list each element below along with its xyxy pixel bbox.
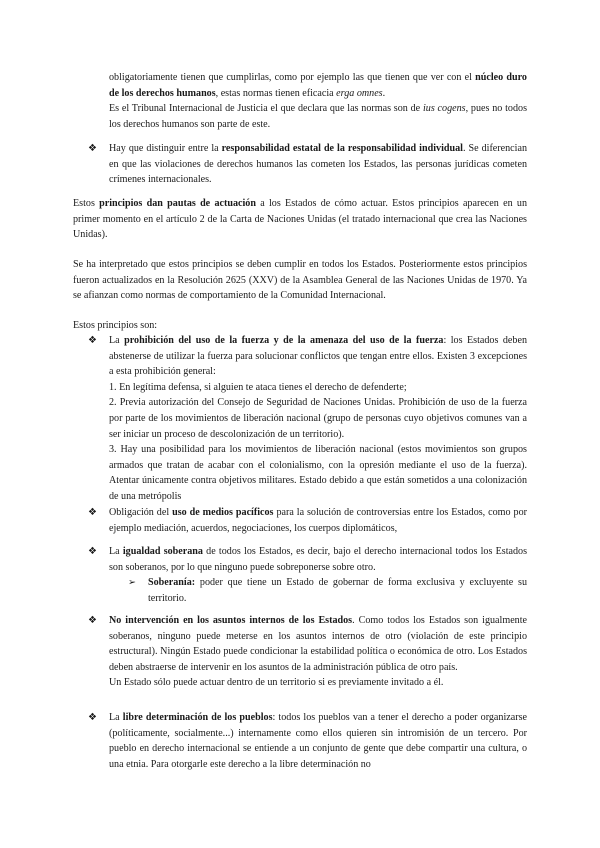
paragraph: Hay que distinguir entre la responsabilidad estatal de la responsabilidad individual. Se diferencian en que las violaciones de derechos humanos las cometen los Estados, las personas jurídicas cometen crímenes internacionales. bbox=[109, 143, 527, 186]
paragraph: Estos principios son: bbox=[73, 320, 158, 331]
paragraph: 1. En legítima defensa, si alguien te ataca tienes el derecho de defenderte; bbox=[109, 381, 407, 393]
diamond-bullet-icon: ❖ bbox=[88, 712, 97, 723]
bullet-responsabilidad bbox=[88, 141, 527, 188]
paragraph: La prohibición del uso de la fuerza y de la amenaza del uso de la fuerza: los Estados deben abstenerse de utilizar la fuerza para solucionar conflictos que tengan entre ellos. Existen 3 excepciones a esta prohibición general: bbox=[109, 335, 527, 378]
paragraph: 2. Previa autorización del Consejo de Seguridad de Naciones Unidas. Prohibición de uso de la fuerza por parte de los movimientos de liberación nacional (grupo de personas cuyo objetivos comunes van a ser iniciar un proceso de descolonización de un territorio). bbox=[109, 397, 527, 440]
list-intro bbox=[73, 318, 527, 334]
paragraph: La igualdad soberana de todos los Estados, es decir, bajo el derecho internacional todos los Estados son soberanos, por lo que ninguno puede sobreponerse sobre otro. bbox=[109, 546, 528, 573]
paragraph-principios bbox=[73, 196, 527, 243]
intro-continuation bbox=[109, 70, 527, 132]
diamond-bullet-icon: ❖ bbox=[88, 507, 97, 518]
diamond-bullet-icon: ❖ bbox=[88, 335, 97, 346]
paragraph: 3. Hay una posibilidad para los movimientos de liberación nacional (estos movimientos son grupos armados que tratan de acabar con el colonialismo, con la opresión mediante el uso de la fuerza). Atentar únicamente contra objetivos militares. Estado debido a que están sometidos a una colonización de una metrópolis bbox=[109, 444, 527, 502]
sub-bullet-soberania bbox=[128, 575, 527, 606]
bullet-medios-pacificos bbox=[88, 505, 527, 536]
paragraph: obligatoriamente tienen que cumplirlas, como por ejemplo las que tienen que ver con el núcleo duro de los derechos humanos, estas normas tienen eficacia erga omnes. bbox=[109, 72, 527, 99]
bullet-no-intervencion bbox=[88, 613, 528, 691]
bullet-libre-determinacion bbox=[88, 710, 527, 772]
paragraph: Soberanía: poder que tiene un Estado de gobernar de forma exclusiva y excluyente su territorio. bbox=[148, 577, 527, 604]
bullet-igualdad-soberana bbox=[88, 544, 528, 575]
diamond-bullet-icon: ❖ bbox=[88, 143, 97, 154]
paragraph: La libre determinación de los pueblos: todos los pueblos van a tener el derecho a poder organizarse (políticamente, socialmente...) internamente como ellos quieren sin intromisión de un tercero. Por pueblo en derecho internacional se entiende a un conjunto de gente que debe compartir una cultura, o una etnia. Para otorgarle este derecho a la libre determinación no bbox=[109, 712, 527, 770]
arrow-bullet-icon: ➢ bbox=[128, 577, 136, 588]
diamond-bullet-icon: ❖ bbox=[88, 615, 97, 626]
paragraph: No intervención en los asuntos internos de los Estados. Como todos los Estados son igualmente soberanos, ninguno puede meterse en los asuntos internos de otro (violación de este principio estructural). Ningún Estado puede condicionar la estabilidad política o económica de otro. Los Estados deben abstraerse de intervenir en los asuntos de la administración pública de otro país. bbox=[109, 615, 528, 673]
paragraph: Estos principios dan pautas de actuación a los Estados de cómo actuar. Estos principios aparecen en un primer momento en el artículo 2 de la Carta de Naciones Unidas (el tratado internacional que crea las Naciones Unidas). bbox=[73, 198, 527, 241]
paragraph: Se ha interpretado que estos principios se deben cumplir en todos los Estados. Posteriormente estos principios fueron actualizados en la Resolución 2625 (XXV) de la Asamblea General de las Naciones Unidas de 1970. Ya se afianzan como normas de comportamiento de la Comunidad Internacional. bbox=[73, 259, 527, 302]
paragraph: Obligación del uso de medios pacíficos para la solución de controversias entre los Estados, como por ejemplo mediación, acuerdos, negociaciones, los cuerpos diplomáticos, bbox=[109, 507, 527, 534]
bullet-prohibicion-fuerza bbox=[88, 333, 527, 505]
paragraph: Un Estado sólo puede actuar dentro de un territorio si es previamente invitado a él. bbox=[109, 677, 444, 689]
diamond-bullet-icon: ❖ bbox=[88, 546, 97, 557]
paragraph-resolucion bbox=[73, 257, 527, 304]
paragraph: Es el Tribunal Internacional de Justicia el que declara que las normas son de ius cogens, pues no todos los derechos humanos son parte de este. bbox=[109, 103, 528, 130]
